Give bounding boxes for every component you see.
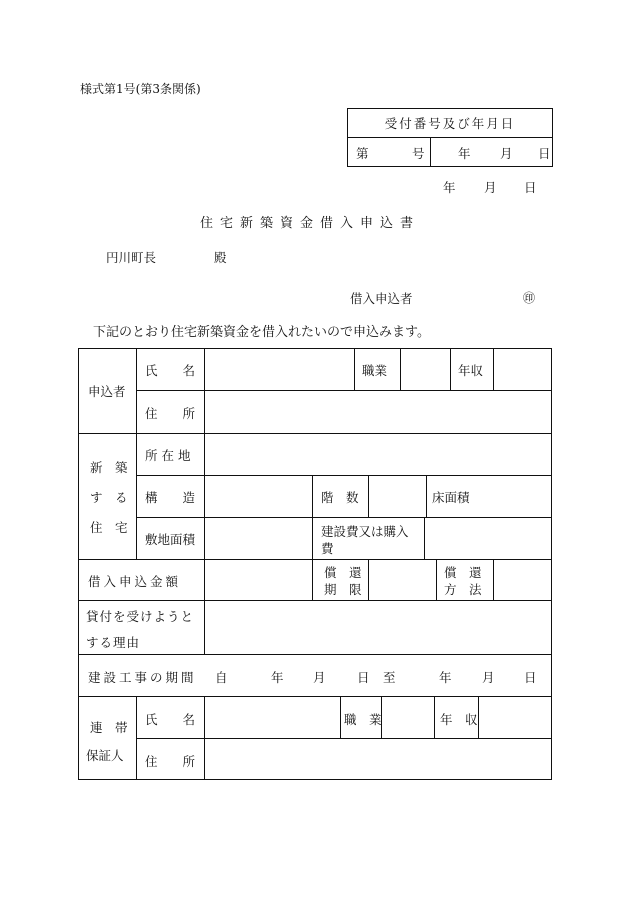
period-to: 至 (383, 670, 396, 685)
structure-field[interactable] (205, 476, 312, 517)
applicant-label: 借入申込者 (350, 291, 413, 306)
intro-text: 下記のとおり住宅新築資金を借入れたいので申込みます。 (93, 325, 430, 340)
period-from-day: 日 (357, 670, 370, 685)
house-section-line2: す る (90, 490, 128, 505)
guarantor-address-field[interactable] (205, 739, 551, 779)
reason-label-line2: する理由 (86, 635, 141, 650)
cost-label-line2: 費 (321, 541, 334, 556)
reason-field[interactable] (205, 601, 551, 654)
period-field[interactable] (205, 655, 551, 696)
loan-amount-label: 借入申込金額 (88, 574, 182, 589)
floor-area-label: 床面積 (432, 490, 470, 505)
addressee-name: 円川町長 (106, 250, 157, 265)
guarantor-income-label: 年 収 (440, 712, 478, 727)
addressee-honorific: 殿 (214, 250, 227, 265)
seal-mark: ㊞ (523, 291, 536, 305)
house-section-line3: 住 宅 (90, 520, 128, 535)
location-label: 所 在 地 (145, 448, 191, 463)
guarantor-address-label: 住 所 (145, 754, 196, 769)
repay-method-label-line2: 方 法 (444, 582, 482, 597)
site-area-field[interactable] (205, 518, 312, 559)
cost-field[interactable] (425, 518, 551, 559)
guarantor-name-label: 氏 名 (145, 712, 196, 727)
site-area-label: 敷地面積 (145, 532, 196, 547)
date-day: 日 (524, 180, 537, 195)
repay-period-label-line1: 償 還 (324, 565, 362, 580)
repay-method-field[interactable] (494, 560, 551, 600)
cost-label-line1: 建設費又は購入 (321, 524, 409, 539)
repay-period-label-line2: 期 限 (324, 582, 362, 597)
period-from: 自 (215, 670, 228, 685)
period-from-month: 月 (313, 670, 326, 685)
period-to-day: 日 (524, 670, 537, 685)
floors-field[interactable] (369, 476, 426, 517)
reception-no-prefix: 第 (356, 146, 369, 161)
guarantor-name-field[interactable] (205, 697, 340, 738)
address-field[interactable] (205, 391, 551, 433)
structure-label: 構 造 (145, 490, 196, 505)
floors-label: 階 数 (321, 490, 359, 505)
form-number: 様式第1号(第3条関係) (80, 82, 201, 96)
name-label: 氏 名 (145, 363, 196, 378)
reception-month: 月 (500, 146, 513, 161)
guarantor-section-line2: 保証人 (86, 748, 124, 763)
house-section-line1: 新 築 (90, 460, 128, 475)
guarantor-occupation-label: 職 業 (344, 712, 382, 727)
reception-title: 受付番号及び年月日 (348, 109, 552, 138)
date-year: 年 (443, 180, 456, 195)
occupation-label: 職業 (362, 363, 388, 378)
period-to-month: 月 (482, 670, 495, 685)
reception-year: 年 (458, 146, 471, 161)
applicant-section-label: 申込者 (88, 384, 126, 399)
guarantor-section-line1: 連 帯 (90, 720, 128, 735)
date-month: 月 (484, 180, 497, 195)
reception-no-suffix: 号 (412, 146, 425, 161)
guarantor-income-field[interactable] (479, 697, 551, 738)
floor-area-field[interactable] (494, 476, 551, 517)
reason-label-line1: 貸付を受けようと (86, 609, 195, 624)
reception-day: 日 (538, 146, 551, 161)
period-to-year: 年 (439, 670, 452, 685)
reception-number-row (348, 138, 552, 166)
guarantor-occupation-field[interactable] (382, 697, 434, 738)
occupation-field[interactable] (401, 349, 450, 390)
repay-period-field[interactable] (369, 560, 436, 600)
repay-method-label-line1: 償 還 (444, 565, 482, 580)
address-label: 住 所 (145, 406, 196, 421)
period-from-year: 年 (271, 670, 284, 685)
loan-amount-field[interactable] (205, 560, 312, 600)
reception-box (347, 108, 553, 167)
name-field[interactable] (205, 349, 354, 390)
period-label: 建設工事の期間 (88, 670, 197, 685)
location-field[interactable] (205, 434, 551, 475)
document-title: 住宅新築資金借入申込書 (200, 216, 421, 231)
application-table (78, 348, 552, 780)
income-field[interactable] (494, 349, 551, 390)
income-label: 年収 (458, 363, 484, 378)
